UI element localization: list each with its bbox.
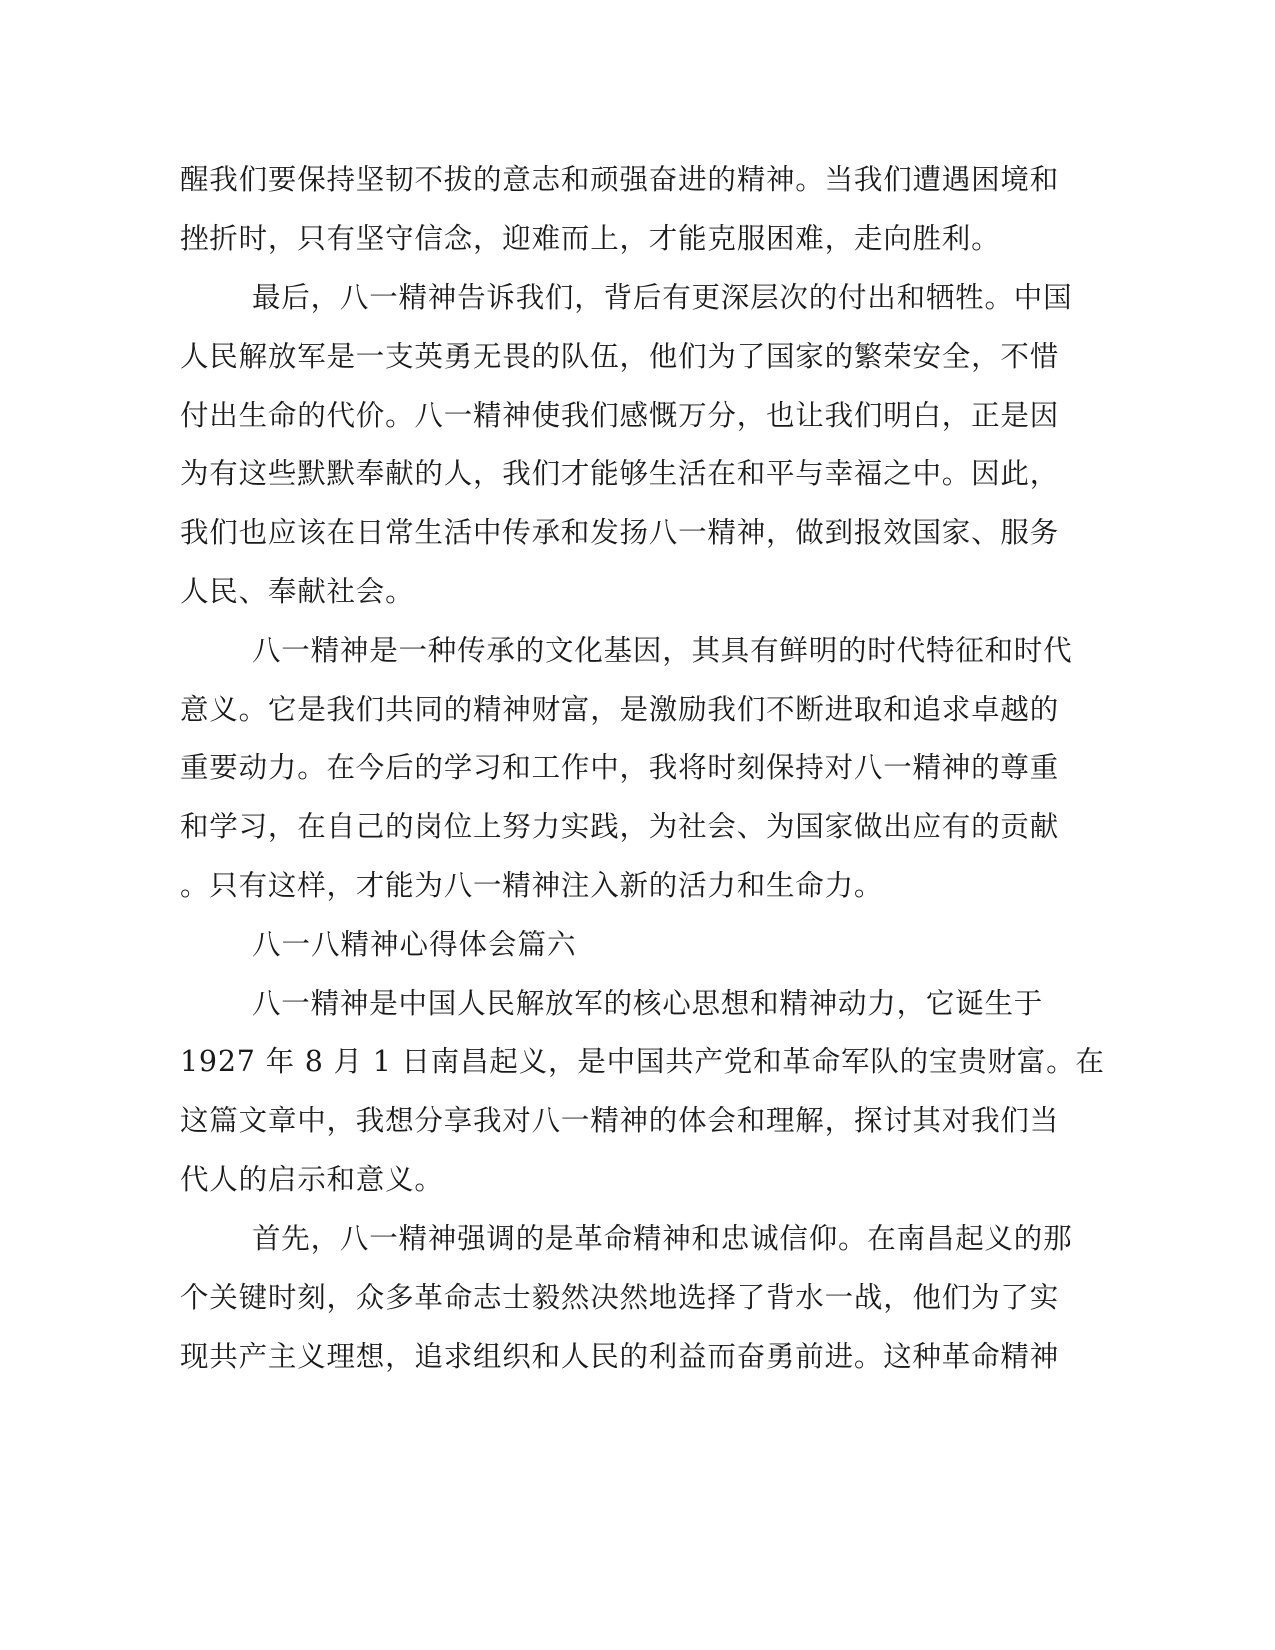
- text-line: 人民解放军是一支英勇无畏的队伍，他们为了国家的繁荣安全，不惜: [180, 340, 1060, 373]
- text-line: 和学习，在自己的岗位上努力实践，为社会、为国家做出应有的贡献: [180, 810, 1060, 843]
- text-line: 重要动力。在今后的学习和工作中，我将时刻保持对八一精神的尊重: [180, 751, 1060, 784]
- paragraph-first-line: 首先，八一精神强调的是革命精神和忠诚信仰。在南昌起义的那: [252, 1222, 1073, 1255]
- text-line: 人民、奉献社会。: [180, 575, 415, 608]
- text-line: 意义。它是我们共同的精神财富，是激励我们不断进取和追求卓越的: [180, 693, 1060, 726]
- paragraph-first-line: 八一精神是一种传承的文化基因，其具有鲜明的时代特征和时代: [252, 634, 1073, 667]
- text-line: 这篇文章中，我想分享我对八一精神的体会和理解，探讨其对我们当: [180, 1104, 1060, 1137]
- text-line: 醒我们要保持坚韧不拔的意志和顽强奋进的精神。当我们遭遇困境和: [180, 163, 1060, 196]
- text-line: 为有这些默默奉献的人，我们才能够生活在和平与幸福之中。因此，: [180, 457, 1060, 490]
- section-heading: 八一八精神心得体会篇六: [252, 928, 577, 961]
- text-line: 代人的启示和意义。: [180, 1163, 444, 1196]
- text-line: 1927 年 8 月 1 日南昌起义，是中国共产党和革命军队的宝贵财富。在: [180, 1045, 1105, 1078]
- text-line: 。只有这样，才能为八一精神注入新的活力和生命力。: [180, 869, 884, 902]
- paragraph-first-line: 最后，八一精神告诉我们，背后有更深层次的付出和牺牲。中国: [252, 281, 1073, 314]
- text-line: 我们也应该在日常生活中传承和发扬八一精神，做到报效国家、服务: [180, 516, 1060, 549]
- text-line: 现共产主义理想，追求组织和人民的利益而奋勇前进。这种革命精神: [180, 1340, 1060, 1373]
- paragraph-first-line: 八一精神是中国人民解放军的核心思想和精神动力，它诞生于: [252, 987, 1044, 1020]
- text-line: 挫折时，只有坚守信念，迎难而上，才能克服困难，走向胜利。: [180, 222, 1001, 255]
- text-line: 付出生命的代价。八一精神使我们感慨万分，也让我们明白，正是因: [180, 399, 1060, 432]
- text-line: 个关键时刻，众多革命志士毅然决然地选择了背水一战，他们为了实: [180, 1281, 1060, 1314]
